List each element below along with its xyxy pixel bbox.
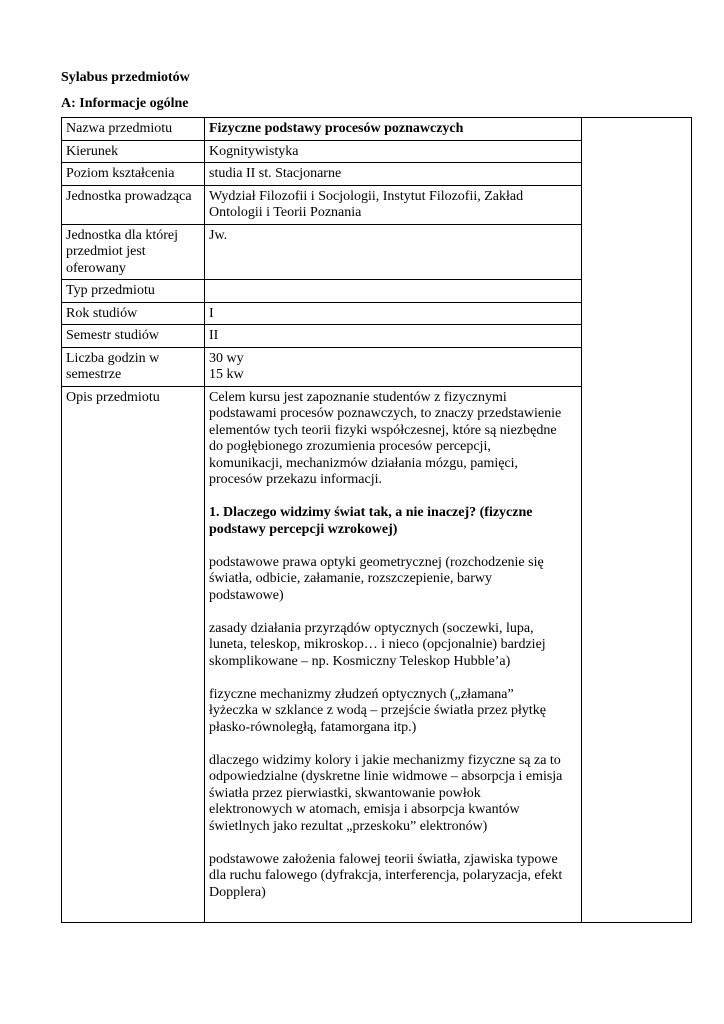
empty-side-column (582, 118, 692, 923)
row-label: Jednostka dla której przedmiot jest oferowany (62, 224, 205, 280)
row-label: Jednostka prowadząca (62, 185, 205, 224)
row-label: Nazwa przedmiotu (62, 118, 205, 141)
row-label: Poziom kształcenia (62, 163, 205, 186)
topic-item: podstawowe prawa optyki geometrycznej (rozchodzenie się światła, odbicie, załamanie, rozszczepienie, barwy podstawowe) (209, 554, 544, 603)
topic-item: fizyczne mechanizmy złudzeń optycznych („złamana” łyżeczka w szklance z wodą – przejście światła przez płytkę płasko-równoległą, fatamorgana itp.) (209, 686, 546, 735)
row-value (205, 280, 582, 303)
topic-item: dlaczego widzimy kolory i jakie mechanizmy fizyczne są za to odpowiedzialne (dyskretne linie widmowe – absorpcja i emisja światła przez pierwiastki, skwantowanie powłok elektronowych w atomach, emisja i absorpcja kwantów świetlnych jako rezultat „przeskoku” elektronów) (209, 752, 563, 834)
row-label: Opis przedmiotu (62, 386, 205, 922)
row-value: II (205, 325, 582, 348)
row-label: Rok studiów (62, 302, 205, 325)
course-name: Fizyczne podstawy procesów poznawczych (205, 118, 582, 141)
document-title: Sylabus przedmiotów (61, 70, 190, 85)
row-label: Typ przedmiotu (62, 280, 205, 303)
topic-item: zasady działania przyrządów optycznych (soczewki, lupa, luneta, teleskop, mikroskop… i nieco (opcjonalnie) bardziej skomplikowane – np. Kosmiczny Teleskop Hubble’a) (209, 620, 546, 669)
row-value: Kognitywistyka (205, 140, 582, 163)
course-description (205, 386, 582, 922)
section-heading: A: Informacje ogólne (61, 96, 189, 111)
row-label: Liczba godzin w semestrze (62, 347, 205, 386)
row-value: studia II st. Stacjonarne (205, 163, 582, 186)
row-label: Semestr studiów (62, 325, 205, 348)
row-value: I (205, 302, 582, 325)
topic-item: podstawowe założenia falowej teorii światła, zjawiska typowe dla ruchu falowego (dyfrakcja, interferencja, polaryzacja, efekt Dopplera) (209, 851, 563, 900)
row-value: Wydział Filozofii i Socjologii, Instytut Filozofii, Zakład Ontologii i Teorii Poznania (205, 185, 582, 224)
topic-heading: 1. Dlaczego widzimy świat tak, a nie inaczej? (fizyczne podstawy percepcji wzrokowej) (209, 505, 533, 537)
table-row (62, 118, 692, 141)
syllabus-table (61, 117, 692, 923)
description-intro: Celem kursu jest zapoznanie studentów z fizycznymi podstawami procesów poznawczych, to znaczy przedstawienie elementów tych teorii fizyki współczesnej, które są niezbędne do pogłębionego zrozumienia procesów percepcji, komunikacji, mechanizmów działania mózgu, pamięci, procesów przekazu informacji. (209, 389, 562, 487)
row-value: 30 wy 15 kw (205, 347, 582, 386)
row-value: Jw. (205, 224, 582, 280)
row-label: Kierunek (62, 140, 205, 163)
